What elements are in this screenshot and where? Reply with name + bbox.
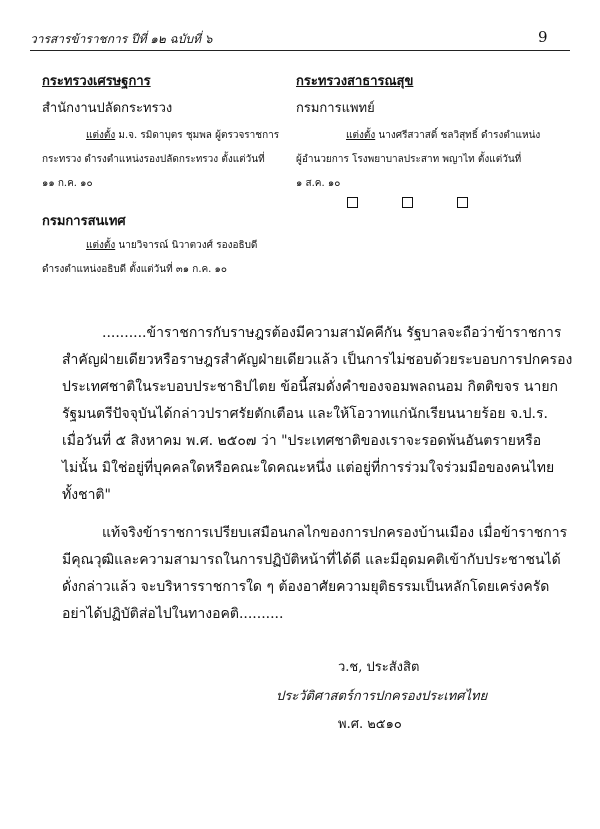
paragraph-line: แท้จริงข้าราชการเปรียบเสมือนกลไกของการปกครองบ้านเมือง เมื่อข้าราชการ (102, 525, 568, 541)
announcement-left-1-line-1 (86, 128, 279, 143)
page-number: 9 (538, 28, 548, 46)
checkbox-row (347, 197, 468, 208)
appoint-label: แต่งตั้ง (86, 130, 116, 141)
announcement-text: ม.จ. รมิดาบุตร ชุมพล ผู้ตรวจราชการ (115, 130, 280, 141)
ministry-public-health: กระทรวงสาธารณสุข (296, 74, 414, 89)
office-permanent-secretary: สำนักงานปลัดกระทรวง (42, 101, 173, 116)
body-paragraph-1 (62, 320, 572, 509)
source-book-title: ประวัติศาสตร์การปกครองประเทศไทย (276, 689, 488, 704)
journal-header: วารสารข้าราชการ ปีที่ ๑๒ ฉบับที่ ๖ (30, 32, 213, 46)
empty-box-icon (347, 197, 358, 208)
department-medical-services: กรมการแพทย์ (296, 101, 375, 116)
appoint-label: แต่งตั้ง (86, 240, 116, 251)
announcement-right-1-line-3: ๑ ส.ค. ๑๐ (296, 178, 341, 189)
paragraph-line: ทั้งชาติ" (62, 487, 111, 503)
ministry-economic-affairs: กระทรวงเศรษฐการ (42, 74, 151, 89)
paragraph-line: ดั่งกล่าวแล้ว จะบริหารราชการใด ๆ ต้องอาศัยความยุติธรรมเป็นหลักโดยเคร่งครัด (62, 579, 550, 595)
announcement-left-2-line-1 (86, 238, 257, 253)
paragraph-line: รัฐมนตรีปัจจุบันได้กล่าวปราศรัยตักเตือน และให้โอวาทแก่นักเรียนนายร้อย จ.ป.ร. (62, 406, 548, 422)
paragraph-line: ..........ข้าราชการกับราษฎรต้องมีความสามัคคีกัน รัฐบาลจะถือว่าข้าราชการ (102, 325, 562, 341)
paragraph-line: เมื่อวันที่ ๕ สิงหาคม พ.ศ. ๒๕๐๗ ว่า "ประเทศชาติของเราจะรอดพ้นอันตรายหรือ (62, 433, 542, 449)
announcement-text: นางศรีสวาสดิ์ ชลวิสุทธิ์ ดำรงตำแหน่ง (375, 130, 541, 141)
paragraph-line: อย่าได้ปฏิบัติส่อไปในทางอคติ.......... (62, 606, 284, 622)
announcement-right-1-line-2: ผู้อำนวยการ โรงพยาบาลประสาท พญาไท ตั้งแต่วันที่ (296, 154, 522, 165)
announcement-left-1-line-3: ๑๑ ก.ค. ๑๐ (42, 178, 93, 189)
paragraph-line: ประเทศชาติในระบอบประชาธิปไตย ข้อนี้สมดั่งคำของจอมพลถนอม กิตติขจร นายก (62, 379, 559, 395)
source-year: พ.ศ. ๒๕๑๐ (338, 717, 402, 732)
announcement-left-2-line-2: ดำรงตำแหน่งอธิบดี ตั้งแต่วันที่ ๓๑ ก.ค. ๑๐ (42, 264, 227, 275)
announcement-right-1-line-1 (346, 128, 540, 143)
author-name: ว.ช, ประสังสิต (338, 660, 420, 675)
paragraph-line: มีคุณวุฒิและความสามารถในการปฏิบัติหน้าที่ได้ดี และมีอุดมคติเข้ากับประชาชนได้ (62, 552, 561, 568)
paragraph-line: สำคัญฝ่ายเดียวหรือราษฎรสำคัญฝ่ายเดียวแล้ว เป็นการไม่ชอบด้วยระบอบการปกครอง (62, 352, 573, 368)
department-information: กรมการสนเทศ (42, 214, 126, 229)
announcement-left-1-line-2: กระทรวง ดำรงตำแหน่งรองปลัดกระทรวง ตั้งแต่วันที่ (42, 154, 265, 165)
announcement-text: นายวิจารณ์ นิวาตวงศ์ รองอธิบดี (115, 240, 258, 251)
empty-box-icon (457, 197, 468, 208)
empty-box-icon (402, 197, 413, 208)
header-rule (30, 50, 570, 51)
body-paragraph-2 (62, 520, 567, 628)
appoint-label: แต่งตั้ง (346, 130, 376, 141)
paragraph-line: ไม่นั้น มิใช่อยู่ที่บุคคลใดหรือคณะใดคณะหนึ่ง แต่อยู่ที่การร่วมใจร่วมมือของคนไทย (62, 460, 555, 476)
